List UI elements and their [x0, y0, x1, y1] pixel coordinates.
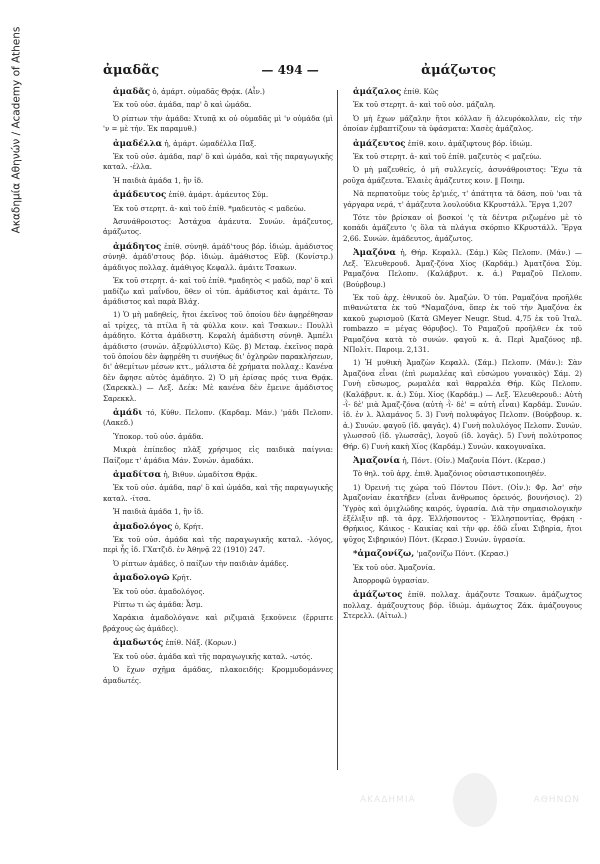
entry-header-line	[103, 638, 333, 648]
entry-text: ἐπίθ. ἀμάρτ. ἀμάευτος Σύμ.	[168, 190, 269, 200]
headword: ἀμαδωτός	[113, 638, 164, 649]
dictionary-entry	[103, 470, 333, 518]
entry-paragraph	[343, 293, 582, 355]
dictionary-entry	[343, 248, 582, 452]
archive-credit-text: Ακαδημία Αθηνών / Academy of Athens	[10, 26, 23, 234]
entry-text: τό, Κύθν. Πελοπν. (Καρδαμ. Μάν.) 'μάδι Πελοπν. (Λακεδ.)	[103, 407, 333, 428]
entry-header-line	[343, 248, 582, 290]
entry-paragraph	[103, 587, 333, 597]
entry-text: Ὁ ἔχων σχῆμα ἀμάδας, πλακοειδής: Κρομμυδομάννες ἀμαδωτές.	[103, 665, 333, 685]
right-column	[343, 87, 582, 626]
academy-seal-icon	[453, 773, 497, 827]
entry-text: Ὁ μὴ μαζευθείς, ὁ μὴ συλλεγείς, ἀσυνάθροιστος: Ἔχω τὰ ροῦχα ἀμάζευτα. Ἐλαιὲς ἀμάζευτες κοιν. ‖ Ποιημ.	[343, 165, 582, 185]
entry-text: 1) Ὁ μὴ μαδηθείς, ἤτοι ἐκεῖνος τοῦ ὁποίου δὲν ἀφῃρέθησαν αἱ τρίχες, τὰ πτίλα ἢ τὰ φύλλα κοιν. καὶ Τσακων.: Πουλλὶ ἀμάδητο. Κόττα ἀμάδιστη. Κεφαλὴ ἀμάδιστη σύνηθ. Ἀμπέλι ἀμάδιστο (συνών. ἀξεφύλλιστο) Κῶς. β) Μεταφ. ἐκεῖνος παρὰ τοῦ ὁποίου δὲν ἀφῃρέθη τι συνήθως δι' ὀχληρῶν παρακλήσεων, δι' ἀθεμίτων μέσων κττ., μάλιστα δὲ χρήματα πολλαχ.: Κανένα δὲν ἄφησε αὐτὸς ἀμάδητο. 2) Ὁ μὴ ἐρίσας πρός τινα Θρᾴκ. (Σαρεκκλ.) — Λεξ. Δεέκ: Μὲ κανένα δὲν ἔμεινε ἀμάδιστος Σαρεκκλ.	[103, 310, 333, 403]
entry-text: Ἐκ τοῦ οὐσ. ἀμάδα, παρ' ὃ καὶ ὠμάδα.	[113, 100, 252, 110]
entry-header-line	[103, 522, 333, 532]
entry-paragraph	[103, 310, 333, 404]
entry-text: Ἀσυνάθροιστος: Ἀστάχυα ἀμάευτα. Συνών. ἀμάζευτος, ἀμάζωτος.	[103, 217, 333, 237]
entry-text: ἐπίθ. πολλαχ. ἀμάζουτε Τσακων. ἀμάζωχτος πολλαχ. ἀμάζουχτους βόρ. ἰδιώμ. ἀμάωχτος Ζάκ. ἀμάζουγους Στερελλ. (Αἰτωλ.)	[343, 590, 582, 621]
entry-paragraph	[343, 213, 582, 244]
dictionary-entry	[343, 87, 582, 135]
dictionary-entry	[103, 408, 333, 466]
entry-text: Ἐκ τοῦ οὐσ. ἀμάδα καὶ τῆς παραγωγικῆς καταλ. -ωτός.	[113, 651, 313, 661]
headword: ἀμαδολόγος	[113, 521, 173, 532]
entry-header-line	[343, 590, 582, 621]
headword: Ἀμαζόνα	[353, 248, 396, 259]
entry-text: Ἐκ τοῦ στερητ. ἀ- καὶ τοῦ ἐπίθ. μαζευτὸς < μαζεύω.	[353, 152, 542, 162]
entry-text: ἡ, Θήρ. Κεφαλλ. (Σάμ.) Κῶς Πελοπν. (Μάν.) — Λεξ. Ἐλευθερουδ. Ἀμαζ-ζόνα Χίος (Καρδάμ.) Ἀματζόνα Σύμ. Ραμαζόνα Πελοπν. (Καλάβρυτ. κ. ἀ.) Ραμαζοῦ Πελοπν. (Βούρβουρ.)	[343, 248, 582, 289]
entry-header-line	[103, 190, 333, 200]
headword: ἀμαδᾶς	[113, 87, 151, 97]
entry-header-line	[103, 242, 333, 273]
entry-text: ὁ, Κρήτ.	[174, 521, 204, 531]
headword: ἀμαδέλλα	[113, 138, 163, 149]
dictionary-entry	[343, 139, 582, 245]
entry-header-line	[103, 408, 333, 429]
dictionary-entry	[343, 456, 582, 545]
headword: Ἀμαζονία	[353, 456, 401, 466]
entry-paragraph	[343, 114, 582, 135]
entry-text: ἡ, ἀμάρτ. ὠμαδέλλα Παξ.	[164, 138, 257, 148]
headword: ἀμάδητος	[113, 241, 162, 252]
column-divider	[337, 90, 338, 770]
dictionary-entry	[343, 549, 582, 586]
entry-header-line	[343, 139, 582, 149]
entry-paragraph	[103, 535, 333, 556]
entry-text: Τὸ θηλ. τοῦ ἀρχ. ἐπιθ. Ἀμαζόνιος οὐσιαστικοποιηθέν.	[353, 469, 547, 479]
entry-header-line	[343, 87, 582, 97]
entry-text: ὁ, ἀμάρτ. οὐμαδᾶς Θρᾴκ. (Αἶν.)	[152, 87, 265, 96]
running-head	[103, 63, 496, 83]
entry-text: ἡ, Πόντ. (Οἰν.) Μαζονία Πόντ. (Κερασ.)	[402, 456, 546, 465]
entry-paragraph	[103, 483, 333, 504]
left-column	[103, 87, 333, 690]
entry-paragraph	[103, 507, 333, 517]
entry-text: ἐπίθ. κοιν. ἀμάζιφτους βόρ. ἰδιώμ.	[407, 138, 533, 148]
entry-paragraph	[343, 165, 582, 186]
entry-header-line	[103, 573, 333, 583]
entry-paragraph	[343, 100, 582, 110]
entry-text: Ἐκ τοῦ ἀρχ. ἐθνικοῦ ὀν. Ἀμαζών. Ὁ τύπ. Ραμαζόνα προῆλθε πιθανώτατα ἐκ τοῦ *Ναμαζόνα, ὅπερ ἐκ τοῦ τὴν Ἀμαζόνα ἐκ κακοῦ χωρισμοῦ (Κατὰ GMeyer Neugr. Stud. 4,75 ἐκ τοῦ Ἰταλ. rombazzo = μέγας θόρυβος). Τὸ Ραμαζοῦ προῆλθεν ἐκ τοῦ Ραμαζόνα κατὰ τὸ συνών. φαγοῦ κ. ἀ. Περὶ Ἀμαζόνος πβ. ΝΠολίτ. Παροιμ. 2,131.	[343, 292, 582, 354]
entry-paragraph	[103, 204, 333, 214]
entry-text: Ὁ μὴ ἔχων μάζαλην ἤτοι κόλλαν ἢ ἀλευρόκολλαν, εἰς τὴν ὁποίαν ἐμβαπτίζουν τὰ ὑφάσματα: Χασὲς ἀμάζαλος.	[343, 113, 582, 134]
entry-header-line	[343, 549, 582, 559]
entry-text: Τότε τὸν βρίσκαν οἱ βοσκοί 'ς τὰ δέντρα ριζωμένο μὲ τὸ κοπάδι ἀμάζευτο 'ς ὅλα τὰ πλάγια σκόρπιο ΚΚρυστάλλ. Ἔργα 2,66. Συνών. ἀμάδευτος, ἀμάζωτος.	[343, 213, 582, 243]
watermark-left: ΑΚΑΔΗΜΙΑ	[360, 795, 416, 805]
dictionary-entry	[103, 638, 333, 686]
entry-text: Ἐκ τοῦ οὐσ. ἀμαδολόγος.	[113, 586, 205, 596]
dictionary-entry	[103, 190, 333, 238]
headword: ἀμάδευτος	[113, 190, 167, 201]
entry-text: 1) Ἡ μυθικὴ Ἀμαζὼν Κεφαλλ. (Σάμ.) Πελοπν. (Μάν.): Σὰν Ἀμαζόνα εἶναι (ἐπὶ ρωμαλέας καὶ εὐσώμου γυναικὸς) Σάμ. 2) Γυνὴ εὔσωμος, ρωμαλέα καὶ θαρραλέα Θήρ. Κῶς Πελοπν. (Καλάβρυτ. κ. ἀ.) Σύμ. Χίος (Καρδάμ.) — Λεξ. Ἐλευθερουδ.: Αὐτὴ -ῒ- δὲ' μιὰ Ἀμαζ-ζόνα (αὐτὴ -ῒ- δὲ' = αὐτὴ εἶναι) Καρδάμ. Συνών. ἰδ. ἐν λ. Ἀλαμάνος 5. 3) Γυνὴ πολυφάγος Πελοπν. (Βούρβουρ. κ. ἀ.) Συνών. φαγοῦ (ἰδ. φαγᾶς). 4) Γυνὴ πολυλόγος Πελοπν. Συνών. γλωσσοῦ (ἰδ. γλωσσᾶς), λογοῦ (ἰδ. λογᾶς). 5) Γυνὴ πολύτροπος Θήρ. 6) Γυνὴ κακὴ Χίος (Καρδάμ.) Συνών. κακογυναῖκα.	[343, 358, 582, 451]
entry-header-line	[103, 87, 333, 97]
dictionary-entry	[103, 242, 333, 404]
entry-paragraph	[343, 483, 582, 545]
entry-paragraph	[103, 652, 333, 662]
dictionary-entry	[103, 522, 333, 570]
entry-header-line	[343, 456, 582, 466]
entry-paragraph	[343, 563, 582, 573]
headword: ἀμάζαλος	[353, 87, 402, 97]
entry-header-line	[103, 470, 333, 480]
entry-paragraph	[343, 152, 582, 162]
entry-paragraph	[103, 276, 333, 307]
entry-paragraph	[103, 176, 333, 186]
entry-paragraph	[103, 600, 333, 610]
entry-text: Ἐκ τοῦ στερητ. ἀ- καὶ τοῦ ἐπίθ. *μαδητὸς < μαδῶ, παρ' ὃ καὶ μαδίζω καὶ μαΐνδου, ὅθεν οἱ τύπ. ἀμάδιστος καὶ ἀμάιτε. Τὸ ἀμάδιστος καὶ παρὰ Βλάχ.	[103, 276, 333, 306]
entry-paragraph	[343, 576, 582, 586]
entry-text: Ὁ ρίπτων τὴν ἀμάδα: Χτυπᾷ κι οὐ οὐμαδᾶς μὶ 'ν οὐμάδα (μὶ 'ν = μὲ τήν. Ἐκ παραμυθ.)	[103, 113, 333, 134]
headword: *ἀμαζονίζω,	[353, 549, 415, 560]
entry-text: Χαράκια ἀμαδολόγανε καὶ ριζιμαιὰ ξεκούνειε (ἔρριπτε βράχους ὡς ἀμάδες).	[103, 613, 333, 633]
entry-text: ἐπίθ. σύνηθ. ἀμάδ'τους βόρ. ἰδιώμ. ἀμάδιστος σύνηθ. ἀμάδ'στους βόρ. ἰδιώμ. ἀμάθιστος Εὔβ. (Κονίστρ.) ἀμάδιγος πολλαχ. ἀμάθιγος Κεφαλλ. ἀμάιτε Τσακων.	[103, 241, 333, 272]
watermark-right: ΑΘΗΝΩΝ	[533, 795, 580, 805]
entry-header-line	[103, 139, 333, 149]
entry-text: Ἀπορροφῶ ὑγρασίαν.	[353, 576, 430, 586]
entry-text: ἡ, Βιθυν. ὠμαδίτσα Θρᾴκ.	[163, 470, 258, 479]
entry-text: Ἐκ τοῦ οὐσ. Ἀμαζονία.	[353, 562, 436, 572]
entry-paragraph	[103, 217, 333, 238]
entry-text: Ὑποκορ. τοῦ οὐσ. ἀμάδα.	[113, 431, 204, 441]
entry-paragraph	[103, 613, 333, 634]
dictionary-entry	[103, 87, 333, 135]
dictionary-entry	[103, 573, 333, 634]
headword: ἀμάδι	[113, 407, 143, 418]
entry-text: Ἐκ τοῦ οὐσ. ἀμάδα, παρ' ὃ καὶ ὠμάδα, καὶ τῆς παραγωγικῆς καταλ. -ίτσα.	[103, 483, 333, 503]
headword: ἀμαδίτσα	[113, 470, 162, 480]
entry-text: Ἐκ τοῦ στερητ. ἀ- καὶ τοῦ ἐπίθ. *μαδευτὸς < μαδεύω.	[113, 203, 306, 213]
headword: ἀμάζωτος	[353, 590, 403, 601]
entry-paragraph	[103, 432, 333, 442]
entry-text: ἐπίθ. Νάξ. (Κορων.)	[165, 638, 237, 648]
entry-text: Ἡ παιδιὰ ἀμάδα 1, ἣν ἰδ.	[113, 175, 204, 185]
page-number: — 494 —	[261, 63, 319, 77]
entry-text: Ἐκ τοῦ οὐσ. ἀμάδα, παρ' ὃ καὶ ὠμάδα, καὶ τῆς παραγωγικῆς καταλ. -έλλα.	[103, 152, 333, 172]
running-head-right: ἀμάζωτος	[421, 63, 496, 78]
entry-text: Ἐκ τοῦ στερητ. ἀ- καὶ τοῦ οὐσ. μάζαλη.	[353, 100, 496, 110]
headword: ἀμάζευτος	[353, 138, 406, 149]
entry-paragraph	[343, 189, 582, 210]
entry-paragraph	[343, 358, 582, 452]
entry-paragraph	[103, 152, 333, 173]
entry-paragraph	[103, 100, 333, 110]
entry-text: 'μαζονίζω Πόντ. (Κερασ.)	[416, 549, 509, 559]
entry-text: Ρίπτω τι ὡς ἀμάδα: Ἆσμ.	[113, 600, 203, 610]
dictionary-entry	[103, 139, 333, 187]
archive-credit	[4, 26, 28, 234]
entry-text: Νὰ περπατοῦμε τοὺς ἔρ'μιές, τ' ἀπάτητα τὰ δάση, ποὺ 'ναι τὰ γάργαρα νερά, τ' ἀμάζευτα λουλούδια ΚΚρυστάλλ. Ἔργα 1,207	[343, 189, 582, 209]
watermark	[360, 770, 580, 830]
headword: ἀμαδολογῶ	[113, 573, 170, 584]
entry-text: 1) Ὀρεινή τις χώρα τοῦ Πόντου Πόντ. (Οἰν.): Φρ. Ἀσ' σὴν Ἀμαζονίαν ἐκατῆβεν (εἶναι ἄνθρωπος ὀρεινός, βουνήσιος). 2) Ὑγρὸς καὶ ὁμιχλώδης καιρός, ὑγρασία. Διὰ τὴν σημασιολογικὴν ἐξέλιξιν πβ. τὰ ἀρχ. Ἑλλήσποντος - Ἑλλησποντίας, Θρᾴκη - Θρήκιος, Κάικος - Καικίας καὶ τὴν φρ. ἐδῶ εἶναι Σιβηρία, ἤτοι ψῦχος Σιβηρικόν) Πόντ. (Κερασ.) Συνών. ὑγρασία.	[343, 482, 582, 544]
entry-text: Κρήτ.	[171, 573, 192, 583]
entry-paragraph	[103, 665, 333, 686]
entry-paragraph	[103, 114, 333, 135]
entry-text: Ἐκ τοῦ οὐσ. ἀμάδα καὶ τῆς παραγωγικῆς καταλ. -λόγος, περὶ ἧς ἰδ. ΓΧατζιδ. ἐν Ἀθηνᾷ 22 (1910) 247.	[103, 535, 333, 555]
entry-paragraph	[103, 559, 333, 569]
entry-text: Ἡ παιδιὰ ἀμάδα 1, ἣν ἰδ.	[113, 507, 204, 517]
entry-paragraph	[343, 469, 582, 479]
entry-text: Ὁ ρίπτων ἀμάδες, ὁ παίζων τὴν παιδιὰν ἀμάδες.	[113, 558, 289, 568]
running-head-left: ἀμαδᾶς	[103, 63, 160, 78]
entry-paragraph	[103, 445, 333, 466]
entry-text: ἐπίθ. Κῶς	[403, 87, 439, 96]
dictionary-entry	[343, 590, 582, 621]
entry-text: Μικρὰ ἐπίπεδος πλὰξ χρήσιμος εἰς παιδικὰ παίγνια: Παίζομε τ' ἀμάδια Μάν. Συνών. ἀμαδάκι.	[103, 445, 333, 465]
